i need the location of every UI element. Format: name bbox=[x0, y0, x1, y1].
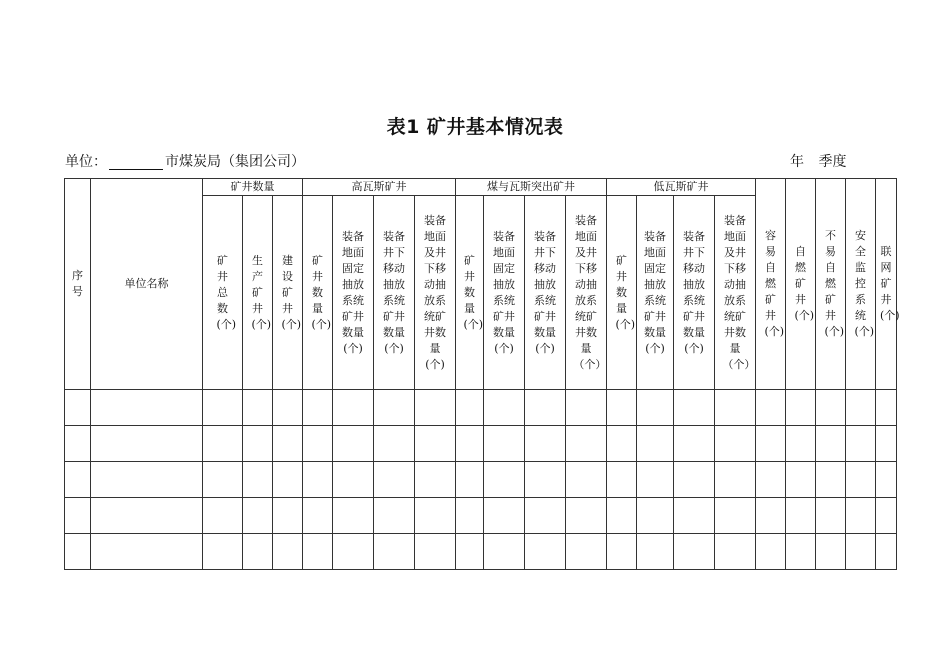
table-cell[interactable] bbox=[456, 534, 484, 570]
table-cell[interactable] bbox=[607, 462, 637, 498]
table-cell[interactable] bbox=[273, 534, 303, 570]
table-cell[interactable] bbox=[243, 426, 273, 462]
table-cell[interactable] bbox=[786, 426, 816, 462]
unit-label: 单位： bbox=[65, 154, 107, 170]
table-cell[interactable] bbox=[756, 390, 786, 426]
table-cell[interactable] bbox=[65, 534, 91, 570]
table-cell[interactable] bbox=[456, 390, 484, 426]
table-cell[interactable] bbox=[756, 498, 786, 534]
table-cell[interactable] bbox=[816, 462, 846, 498]
table-cell[interactable] bbox=[243, 462, 273, 498]
table-cell[interactable] bbox=[566, 390, 607, 426]
table-cell[interactable] bbox=[525, 426, 566, 462]
header-outburst-count: 矿井数量(个) bbox=[456, 196, 484, 390]
header-low-gas-both: 装备地面及井下移动抽放系统矿井数量（个） bbox=[715, 196, 756, 390]
table-cell[interactable] bbox=[91, 498, 203, 534]
table-cell[interactable] bbox=[637, 534, 674, 570]
table-cell[interactable] bbox=[674, 462, 715, 498]
table-cell[interactable] bbox=[273, 462, 303, 498]
table-cell[interactable] bbox=[484, 390, 525, 426]
header-group-row bbox=[65, 179, 897, 196]
table-cell[interactable] bbox=[415, 390, 456, 426]
table-cell[interactable] bbox=[816, 498, 846, 534]
table-cell[interactable] bbox=[415, 498, 456, 534]
table-cell[interactable] bbox=[243, 498, 273, 534]
table-row bbox=[65, 462, 897, 498]
table-cell[interactable] bbox=[876, 390, 897, 426]
table-cell[interactable] bbox=[715, 390, 756, 426]
table-cell[interactable] bbox=[715, 462, 756, 498]
header-seq: 序号 bbox=[65, 179, 91, 390]
table-cell[interactable] bbox=[273, 498, 303, 534]
unit-line bbox=[65, 151, 895, 173]
table-cell[interactable] bbox=[415, 462, 456, 498]
table-cell[interactable] bbox=[816, 390, 846, 426]
header-high-gas-surface: 装备地面固定抽放系统矿井数量(个) bbox=[333, 196, 374, 390]
header-not-easy: 不易自燃矿井(个) bbox=[816, 179, 846, 390]
header-high-gas-underground: 装备井下移动抽放系统矿井数量(个) bbox=[374, 196, 415, 390]
table-cell[interactable] bbox=[333, 426, 374, 462]
table-cell[interactable] bbox=[203, 390, 243, 426]
table-cell[interactable] bbox=[786, 390, 816, 426]
table-cell[interactable] bbox=[816, 426, 846, 462]
table-cell[interactable] bbox=[484, 426, 525, 462]
table-cell[interactable] bbox=[303, 426, 333, 462]
table-cell[interactable] bbox=[525, 390, 566, 426]
header-production: 生产矿井(个) bbox=[243, 196, 273, 390]
table-title: 表1 矿井基本情况表 bbox=[386, 116, 564, 138]
table-cell[interactable] bbox=[637, 426, 674, 462]
table-cell[interactable] bbox=[566, 498, 607, 534]
table-cell[interactable] bbox=[91, 390, 203, 426]
table-cell[interactable] bbox=[786, 462, 816, 498]
unit-suffix: 市煤炭局（集团公司） bbox=[165, 154, 305, 170]
unit-blank-field[interactable] bbox=[109, 155, 163, 170]
header-networked: 联网矿井(个) bbox=[876, 179, 897, 390]
table-cell[interactable] bbox=[566, 462, 607, 498]
table-cell[interactable] bbox=[333, 498, 374, 534]
table-cell[interactable] bbox=[786, 534, 816, 570]
table-cell[interactable] bbox=[637, 390, 674, 426]
table-cell[interactable] bbox=[65, 498, 91, 534]
table-cell[interactable] bbox=[756, 462, 786, 498]
table-cell[interactable] bbox=[65, 462, 91, 498]
header-high-gas-count: 矿井数量(个) bbox=[303, 196, 333, 390]
table-cell[interactable] bbox=[525, 534, 566, 570]
table-cell[interactable] bbox=[525, 462, 566, 498]
header-spontaneous-easy: 容易自燃矿井(个) bbox=[756, 179, 786, 390]
mine-info-table bbox=[64, 178, 900, 570]
table-cell[interactable] bbox=[333, 534, 374, 570]
table-cell[interactable] bbox=[674, 534, 715, 570]
table-cell[interactable] bbox=[374, 426, 415, 462]
table-cell[interactable] bbox=[303, 462, 333, 498]
table-cell[interactable] bbox=[273, 426, 303, 462]
table-cell[interactable] bbox=[674, 390, 715, 426]
table-cell[interactable] bbox=[484, 534, 525, 570]
table-cell[interactable] bbox=[637, 498, 674, 534]
table-cell[interactable] bbox=[273, 390, 303, 426]
period-label: 年 季度 bbox=[790, 154, 847, 170]
table-cell[interactable] bbox=[484, 498, 525, 534]
table-cell[interactable] bbox=[374, 534, 415, 570]
table-row bbox=[65, 498, 897, 534]
table-row bbox=[65, 426, 897, 462]
table-cell[interactable] bbox=[846, 390, 876, 426]
table-cell[interactable] bbox=[876, 534, 897, 570]
table-cell[interactable] bbox=[65, 426, 91, 462]
table-cell[interactable] bbox=[756, 426, 786, 462]
table-cell[interactable] bbox=[203, 426, 243, 462]
table-cell[interactable] bbox=[566, 534, 607, 570]
header-low-gas-count: 矿井数量(个) bbox=[607, 196, 637, 390]
table-cell[interactable] bbox=[456, 426, 484, 462]
table-cell[interactable] bbox=[786, 498, 816, 534]
table-cell[interactable] bbox=[607, 498, 637, 534]
table-cell[interactable] bbox=[674, 426, 715, 462]
table-cell[interactable] bbox=[91, 534, 203, 570]
table-cell[interactable] bbox=[303, 390, 333, 426]
table-cell[interactable] bbox=[65, 390, 91, 426]
table-cell[interactable] bbox=[456, 462, 484, 498]
table-cell[interactable] bbox=[756, 534, 786, 570]
table-cell[interactable] bbox=[715, 426, 756, 462]
table-cell[interactable] bbox=[333, 390, 374, 426]
group-mine-count: 矿井数量 bbox=[203, 179, 303, 196]
header-outburst-both: 装备地面及井下移动抽放系统矿井数量（个） bbox=[566, 196, 607, 390]
table-cell[interactable] bbox=[243, 390, 273, 426]
table-cell[interactable] bbox=[715, 498, 756, 534]
table-cell[interactable] bbox=[525, 498, 566, 534]
table-cell[interactable] bbox=[876, 426, 897, 462]
header-outburst-underground: 装备井下移动抽放系统矿井数量(个) bbox=[525, 196, 566, 390]
table-cell[interactable] bbox=[91, 426, 203, 462]
table-cell[interactable] bbox=[415, 426, 456, 462]
header-monitoring: 安全监控系统(个) bbox=[846, 179, 876, 390]
header-low-gas-surface: 装备地面固定抽放系统矿井数量(个) bbox=[637, 196, 674, 390]
group-outburst: 煤与瓦斯突出矿井 bbox=[456, 179, 607, 196]
table-cell[interactable] bbox=[607, 426, 637, 462]
table-cell[interactable] bbox=[333, 462, 374, 498]
table-cell[interactable] bbox=[876, 462, 897, 498]
table-cell[interactable] bbox=[243, 534, 273, 570]
table-cell[interactable] bbox=[846, 462, 876, 498]
table-cell[interactable] bbox=[674, 498, 715, 534]
header-low-gas-underground: 装备井下移动抽放系统矿井数量(个) bbox=[674, 196, 715, 390]
table-cell[interactable] bbox=[816, 534, 846, 570]
table-cell[interactable] bbox=[484, 462, 525, 498]
table-body bbox=[65, 390, 897, 570]
header-construction: 建设矿井(个) bbox=[273, 196, 303, 390]
table-cell[interactable] bbox=[374, 390, 415, 426]
table-cell[interactable] bbox=[374, 498, 415, 534]
table-cell[interactable] bbox=[303, 534, 333, 570]
table-cell[interactable] bbox=[876, 498, 897, 534]
table-cell[interactable] bbox=[203, 534, 243, 570]
table-cell[interactable] bbox=[456, 498, 484, 534]
group-high-gas: 高瓦斯矿井 bbox=[303, 179, 456, 196]
header-unit-name: 单位名称 bbox=[91, 179, 203, 390]
table-cell[interactable] bbox=[91, 462, 203, 498]
table-cell[interactable] bbox=[303, 498, 333, 534]
table-row bbox=[65, 390, 897, 426]
header-total: 矿井总数(个) bbox=[203, 196, 243, 390]
table-cell[interactable] bbox=[203, 498, 243, 534]
table-cell[interactable] bbox=[846, 498, 876, 534]
table-cell[interactable] bbox=[846, 426, 876, 462]
table-cell[interactable] bbox=[637, 462, 674, 498]
table-cell[interactable] bbox=[607, 534, 637, 570]
header-spontaneous: 自燃矿井(个) bbox=[786, 179, 816, 390]
header-outburst-surface: 装备地面固定抽放系统矿井数量(个) bbox=[484, 196, 525, 390]
table-cell[interactable] bbox=[715, 534, 756, 570]
header-high-gas-both: 装备地面及井下移动抽放系统矿井数量(个) bbox=[415, 196, 456, 390]
table-cell[interactable] bbox=[846, 534, 876, 570]
table-cell[interactable] bbox=[415, 534, 456, 570]
table-cell[interactable] bbox=[203, 462, 243, 498]
group-low-gas: 低瓦斯矿井 bbox=[607, 179, 756, 196]
table-cell[interactable] bbox=[566, 426, 607, 462]
table-row bbox=[65, 534, 897, 570]
table-cell[interactable] bbox=[607, 390, 637, 426]
table-cell[interactable] bbox=[374, 462, 415, 498]
